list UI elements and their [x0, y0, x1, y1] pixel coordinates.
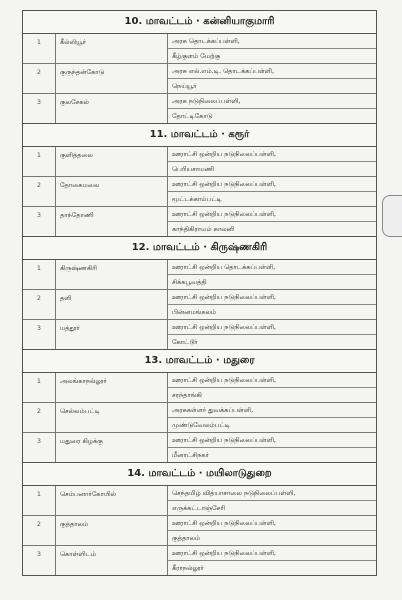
- school-cell: [168, 403, 376, 432]
- school-line: நெய்யூர்: [172, 82, 197, 90]
- row-number: 1: [23, 486, 56, 515]
- table-row: [23, 486, 376, 516]
- block-name: தளி: [56, 290, 168, 319]
- row-number: 2: [23, 403, 56, 432]
- school-line: தோட்டிகோடு: [172, 112, 213, 120]
- school-line: ஊராட்சி ஒன்றிய நடுநிலைப்பள்ளி,: [168, 516, 376, 531]
- row-number: 3: [23, 433, 56, 462]
- school-cell: [168, 94, 376, 123]
- school-line: காந்திகிராமம் காலனி: [172, 225, 235, 233]
- school-cell: [168, 373, 376, 402]
- table-row: [23, 516, 376, 546]
- school-line: கீராநல்லூர்: [172, 564, 204, 572]
- block-name: செல்லம்பட்டி: [56, 403, 168, 432]
- district-section: [22, 462, 377, 576]
- row-number: 1: [23, 373, 56, 402]
- block-name: அலங்காநல்லூர்: [56, 373, 168, 402]
- table-row: [23, 94, 376, 123]
- school-line: பெரியசாமணி: [172, 165, 215, 173]
- block-name: குருந்தன்கோடு: [56, 64, 168, 93]
- table-row: [23, 433, 376, 462]
- row-number: 2: [23, 290, 56, 319]
- table-row: [23, 546, 376, 575]
- table-row: [23, 64, 376, 94]
- block-name: கிருஷ்ணகிரி: [56, 260, 168, 289]
- block-name: செம்பனார்கோயில்: [56, 486, 168, 515]
- row-number: 1: [23, 260, 56, 289]
- section-title: 13. மாவட்டம் · மதுரை: [23, 350, 376, 373]
- block-name: கீல்லியூர்: [56, 34, 168, 63]
- school-line: ஊராட்சி ஒன்றிய நடுநிலைப்பள்ளி,: [168, 433, 376, 448]
- school-line: பின்னமங்கலம்: [172, 308, 217, 316]
- table-row: [23, 403, 376, 433]
- school-line: முண்டுவேலம்பட்டி: [172, 421, 230, 429]
- school-cell: [168, 516, 376, 545]
- school-line: அரசு எல்.எம்.டி. தொடக்கப்பள்ளி,: [168, 64, 376, 79]
- school-line: ஊராட்சி ஒன்றிய நடுநிலைப்பள்ளி,: [168, 546, 376, 561]
- district-section: [22, 123, 377, 236]
- school-line: ஊராட்சி ஒன்றிய நடுநிலைப்பள்ளி,: [168, 373, 376, 388]
- row-number: 2: [23, 177, 56, 206]
- school-cell: [168, 177, 376, 206]
- section-title: 11. மாவட்டம் · கரூர்: [23, 124, 376, 147]
- school-cell: [168, 486, 376, 515]
- school-line: ஊராட்சி ஒன்றிய நடுநிலைப்பள்ளி,: [168, 177, 376, 192]
- block-name: தோகைமலை: [56, 177, 168, 206]
- school-line: மீனாட்சிநகர்: [172, 451, 209, 459]
- table-row: [23, 373, 376, 403]
- school-line: குத்தாலம்: [172, 534, 201, 542]
- table-row: [23, 147, 376, 177]
- block-name: மத்தூர்: [56, 320, 168, 349]
- school-line: கோட்டூர்: [172, 338, 198, 346]
- row-number: 3: [23, 320, 56, 349]
- block-name: குளித்தலை: [56, 147, 168, 176]
- section-title: 12. மாவட்டம் · கிருஷ்ணகிரி: [23, 237, 376, 260]
- row-number: 3: [23, 546, 56, 575]
- school-cell: [168, 34, 376, 63]
- school-cell: [168, 260, 376, 289]
- block-name: தாந்தோணி: [56, 207, 168, 236]
- district-section: [22, 349, 377, 462]
- block-name: குலசேகல்: [56, 94, 168, 123]
- table-row: [23, 290, 376, 320]
- school-cell: [168, 207, 376, 236]
- school-line: கீழ்குளம் மேற்கு: [172, 52, 221, 60]
- school-line: அரசு நடுநிலைப்பள்ளி,: [168, 94, 376, 109]
- block-name: மதுரை கிழக்கு: [56, 433, 168, 462]
- row-number: 1: [23, 147, 56, 176]
- school-cell: [168, 433, 376, 462]
- row-number: 2: [23, 64, 56, 93]
- district-section: [22, 10, 377, 123]
- school-cell: [168, 64, 376, 93]
- school-line: எருக்கட்டாஞ்சேரி: [172, 504, 226, 512]
- district-table: [22, 10, 377, 576]
- school-cell: [168, 546, 376, 575]
- school-line: ஊராட்சி ஒன்றிய நடுநிலைப்பள்ளி,: [168, 147, 376, 162]
- side-tab-handle[interactable]: [382, 195, 402, 237]
- school-line: மூட்டக்காம்பட்டி: [172, 195, 222, 203]
- table-row: [23, 207, 376, 236]
- block-name: குத்தாலம்: [56, 516, 168, 545]
- school-line: அரசுகள்ளர் துவக்கப்பள்ளி,: [168, 403, 376, 418]
- school-cell: [168, 147, 376, 176]
- school-cell: [168, 320, 376, 349]
- district-section: [22, 236, 377, 349]
- row-number: 3: [23, 207, 56, 236]
- table-row: [23, 177, 376, 207]
- school-line: சிக்கபூவத்தி: [172, 278, 207, 286]
- section-title: 10. மாவட்டம் · கன்னியாகுமாரி: [23, 11, 376, 34]
- table-row: [23, 320, 376, 349]
- section-title: 14. மாவட்டம் · மயிலாடுதுறை: [23, 463, 376, 486]
- block-name: கொள்ளிடம்: [56, 546, 168, 575]
- school-line: ஊராட்சி ஒன்றிய தொடக்கப்பள்ளி,: [168, 260, 376, 275]
- school-line: செந்தமிழ் வித்யாசாலை நடுநிலைப்பள்ளி,: [168, 486, 376, 501]
- row-number: 3: [23, 94, 56, 123]
- row-number: 1: [23, 34, 56, 63]
- school-line: அரசு தொடக்கப்பள்ளி,: [168, 34, 376, 49]
- school-line: ஊராட்சி ஒன்றிய நடுநிலைப்பள்ளி,: [168, 207, 376, 222]
- school-cell: [168, 290, 376, 319]
- school-line: சரந்தாங்கி: [172, 391, 202, 399]
- table-row: [23, 260, 376, 290]
- school-line: ஊராட்சி ஒன்றிய நடுநிலைப்பள்ளி,: [168, 320, 376, 335]
- row-number: 2: [23, 516, 56, 545]
- table-row: [23, 34, 376, 64]
- school-line: ஊராட்சி ஒன்றிய நடுநிலைப்பள்ளி,: [168, 290, 376, 305]
